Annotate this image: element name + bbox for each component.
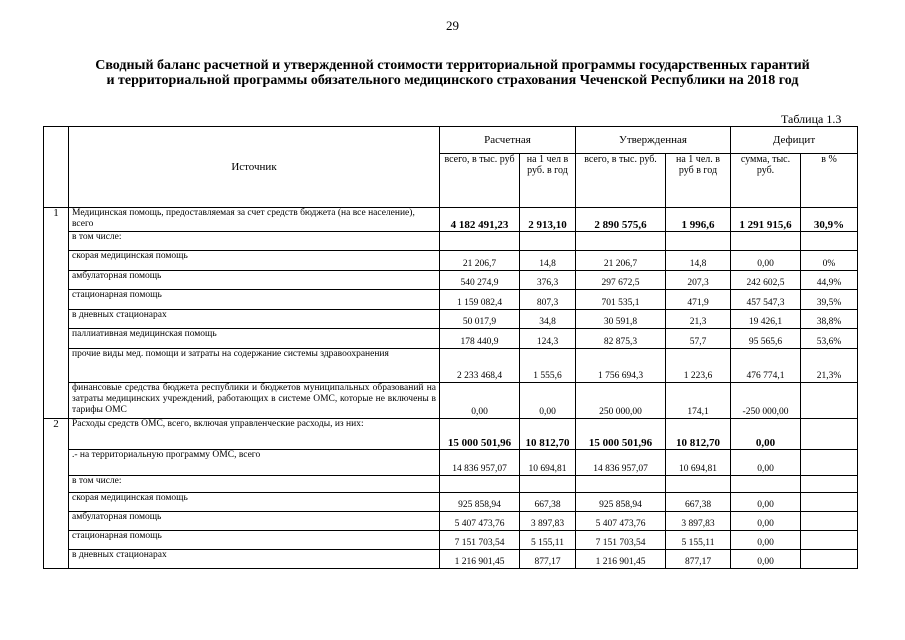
- table-row: [44, 208, 858, 232]
- cell-deficit-percent: 21,3%: [801, 349, 858, 383]
- table-row: [44, 512, 858, 531]
- cell-calc-total: 5 407 473,76: [440, 512, 520, 531]
- cell-calc-per-capita: [520, 232, 576, 251]
- cell-calc-total: 50 017,9: [440, 310, 520, 329]
- cell-deficit-sum: 19 426,1: [731, 310, 801, 329]
- header-group-calculated: Расчетная: [440, 127, 576, 154]
- cell-calc-total: [440, 232, 520, 251]
- cell-deficit-percent: [801, 531, 858, 550]
- row-label: Медицинская помощь, предоставляемая за счет средств бюджета (на все население), всего: [69, 208, 440, 232]
- cell-deficit-percent: [801, 512, 858, 531]
- cell-deficit-percent: 30,9%: [801, 208, 858, 232]
- table-body: [44, 208, 858, 569]
- row-label: стационарная помощь: [69, 290, 440, 310]
- table-label: Таблица 1.3: [781, 112, 842, 126]
- cell-deficit-percent: 38,8%: [801, 310, 858, 329]
- cell-calc-per-capita: 124,3: [520, 329, 576, 349]
- cell-deficit-sum: -250 000,00: [731, 383, 801, 419]
- cell-calc-total: 2 233 468,4: [440, 349, 520, 383]
- table-row: [44, 251, 858, 271]
- cell-appr-per-capita: 207,3: [666, 271, 731, 290]
- cell-deficit-percent: [801, 493, 858, 512]
- header-group-deficit: Дефицит: [731, 127, 858, 154]
- cell-deficit-percent: [801, 419, 858, 450]
- cell-calc-total: [440, 476, 520, 493]
- cell-appr-per-capita: 21,3: [666, 310, 731, 329]
- cell-appr-total: 7 151 703,54: [576, 531, 666, 550]
- cell-appr-per-capita: [666, 476, 731, 493]
- table-row: [44, 419, 858, 450]
- cell-appr-total: 701 535,1: [576, 290, 666, 310]
- cell-deficit-sum: [731, 476, 801, 493]
- cell-deficit-percent: [801, 550, 858, 569]
- table-row: [44, 383, 858, 419]
- header-sub-appr-per-capita: на 1 чел. в руб в год: [666, 154, 731, 208]
- cell-appr-per-capita: 10 812,70: [666, 419, 731, 450]
- row-label: стационарная помощь: [69, 531, 440, 550]
- cell-calc-total: 178 440,9: [440, 329, 520, 349]
- row-number: 2: [44, 419, 69, 569]
- cell-calc-per-capita: 807,3: [520, 290, 576, 310]
- table-row: [44, 310, 858, 329]
- cell-appr-per-capita: 5 155,11: [666, 531, 731, 550]
- table-row: [44, 450, 858, 476]
- cell-appr-total: 2 890 575,6: [576, 208, 666, 232]
- cell-calc-per-capita: 0,00: [520, 383, 576, 419]
- cell-calc-total: 0,00: [440, 383, 520, 419]
- cell-appr-total: 30 591,8: [576, 310, 666, 329]
- row-label: в том числе:: [69, 232, 440, 251]
- title-line-2: и территориальной программы обязательного медицинского страхования Чеченской Республики на 2018 год: [106, 73, 799, 88]
- cell-calc-total: 4 182 491,23: [440, 208, 520, 232]
- cell-deficit-sum: 0,00: [731, 512, 801, 531]
- row-label: в дневных стационарах: [69, 310, 440, 329]
- cell-appr-total: 82 875,3: [576, 329, 666, 349]
- cell-appr-per-capita: 14,8: [666, 251, 731, 271]
- cell-deficit-sum: 1 291 915,6: [731, 208, 801, 232]
- table-row: [44, 349, 858, 383]
- cell-calc-total: 1 216 901,45: [440, 550, 520, 569]
- cell-appr-per-capita: 57,7: [666, 329, 731, 349]
- header-row-groups: [44, 127, 858, 154]
- cell-calc-total: 15 000 501,96: [440, 419, 520, 450]
- cell-calc-per-capita: 2 913,10: [520, 208, 576, 232]
- cell-calc-per-capita: 877,17: [520, 550, 576, 569]
- cell-deficit-sum: 95 565,6: [731, 329, 801, 349]
- document-title: [40, 58, 865, 88]
- table-row: [44, 531, 858, 550]
- title-line-1: Сводный баланс расчетной и утвержденной стоимости территориальной программы государственных гарантий: [95, 58, 810, 73]
- header-num-cell: [44, 127, 69, 208]
- cell-calc-per-capita: [520, 476, 576, 493]
- table-row: [44, 550, 858, 569]
- cell-appr-per-capita: 667,38: [666, 493, 731, 512]
- header-sub-calc-per-capita: на 1 чел в руб. в год: [520, 154, 576, 208]
- cell-deficit-percent: 0%: [801, 251, 858, 271]
- cell-deficit-sum: 0,00: [731, 419, 801, 450]
- cell-calc-total: 21 206,7: [440, 251, 520, 271]
- row-label: .- на территориальную программу ОМС, всего: [69, 450, 440, 476]
- cell-deficit-sum: 0,00: [731, 550, 801, 569]
- cell-appr-per-capita: 1 223,6: [666, 349, 731, 383]
- header-sub-deficit-percent: в %: [801, 154, 858, 208]
- cell-deficit-sum: 242 602,5: [731, 271, 801, 290]
- cell-deficit-percent: 53,6%: [801, 329, 858, 349]
- row-label: Расходы средств ОМС, всего, включая управленческие расходы, из них:: [69, 419, 440, 450]
- cell-deficit-sum: [731, 232, 801, 251]
- row-label: в дневных стационарах: [69, 550, 440, 569]
- cell-appr-total: 297 672,5: [576, 271, 666, 290]
- cell-deficit-percent: [801, 450, 858, 476]
- cell-calc-per-capita: 34,8: [520, 310, 576, 329]
- table-row: [44, 271, 858, 290]
- cell-appr-total: 5 407 473,76: [576, 512, 666, 531]
- cell-appr-total: 14 836 957,07: [576, 450, 666, 476]
- cell-calc-per-capita: 667,38: [520, 493, 576, 512]
- header-sub-deficit-sum: сумма, тыс. руб.: [731, 154, 801, 208]
- cell-deficit-sum: 476 774,1: [731, 349, 801, 383]
- cell-deficit-percent: 44,9%: [801, 271, 858, 290]
- cell-appr-total: 1 216 901,45: [576, 550, 666, 569]
- cell-appr-total: 15 000 501,96: [576, 419, 666, 450]
- cell-appr-total: [576, 476, 666, 493]
- cell-calc-per-capita: 5 155,11: [520, 531, 576, 550]
- table-row: [44, 493, 858, 512]
- cell-deficit-percent: [801, 232, 858, 251]
- cell-calc-per-capita: 376,3: [520, 271, 576, 290]
- cell-deficit-sum: 0,00: [731, 450, 801, 476]
- cell-calc-per-capita: 3 897,83: [520, 512, 576, 531]
- cell-deficit-sum: 457 547,3: [731, 290, 801, 310]
- row-label: прочие виды мед. помощи и затраты на содержание системы здравоохранения: [69, 349, 440, 383]
- header-sub-calc-total: всего, в тыс. руб: [440, 154, 520, 208]
- cell-calc-per-capita: 10 694,81: [520, 450, 576, 476]
- cell-deficit-percent: [801, 383, 858, 419]
- cell-deficit-percent: 39,5%: [801, 290, 858, 310]
- table-row: [44, 290, 858, 310]
- cell-deficit-sum: 0,00: [731, 251, 801, 271]
- cell-deficit-sum: 0,00: [731, 531, 801, 550]
- balance-table: [43, 126, 858, 569]
- table-row: [44, 329, 858, 349]
- table-row: [44, 232, 858, 251]
- cell-appr-total: 250 000,00: [576, 383, 666, 419]
- row-number: 1: [44, 208, 69, 419]
- cell-appr-total: [576, 232, 666, 251]
- cell-appr-per-capita: 1 996,6: [666, 208, 731, 232]
- cell-calc-per-capita: 1 555,6: [520, 349, 576, 383]
- cell-appr-per-capita: 3 897,83: [666, 512, 731, 531]
- header-sub-appr-total: всего, в тыс. руб.: [576, 154, 666, 208]
- cell-calc-per-capita: 10 812,70: [520, 419, 576, 450]
- row-label: скорая медицинская помощь: [69, 493, 440, 512]
- row-label: амбулаторная помощь: [69, 271, 440, 290]
- cell-calc-total: 1 159 082,4: [440, 290, 520, 310]
- cell-appr-per-capita: 471,9: [666, 290, 731, 310]
- header-group-approved: Утвержденная: [576, 127, 731, 154]
- row-label: скорая медицинская помощь: [69, 251, 440, 271]
- page-number: 29: [446, 18, 459, 33]
- cell-appr-per-capita: 877,17: [666, 550, 731, 569]
- row-label: амбулаторная помощь: [69, 512, 440, 531]
- cell-calc-total: 7 151 703,54: [440, 531, 520, 550]
- cell-appr-per-capita: [666, 232, 731, 251]
- cell-deficit-sum: 0,00: [731, 493, 801, 512]
- header-source: Источник: [69, 127, 440, 208]
- row-label: паллиативная медицинская помощь: [69, 329, 440, 349]
- cell-appr-per-capita: 10 694,81: [666, 450, 731, 476]
- cell-appr-total: 21 206,7: [576, 251, 666, 271]
- cell-appr-total: 925 858,94: [576, 493, 666, 512]
- cell-appr-total: 1 756 694,3: [576, 349, 666, 383]
- cell-calc-per-capita: 14,8: [520, 251, 576, 271]
- table-row: [44, 476, 858, 493]
- cell-calc-total: 925 858,94: [440, 493, 520, 512]
- row-label: финансовые средства бюджета республики и бюджетов муниципальных образований на затраты медицинских учреждений, работающих в системе ОМС, которые не включены в тарифы ОМС: [69, 383, 440, 419]
- row-label: в том числе:: [69, 476, 440, 493]
- cell-appr-per-capita: 174,1: [666, 383, 731, 419]
- cell-deficit-percent: [801, 476, 858, 493]
- cell-calc-total: 14 836 957,07: [440, 450, 520, 476]
- cell-calc-total: 540 274,9: [440, 271, 520, 290]
